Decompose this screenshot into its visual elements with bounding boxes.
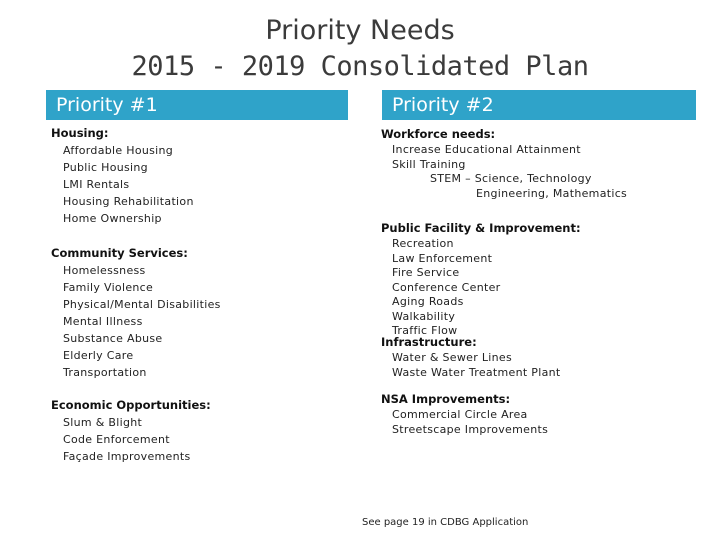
list-item: Façade Improvements: [63, 450, 191, 463]
list-item: Physical/Mental Disabilities: [63, 298, 221, 311]
list-item: Increase Educational Attainment: [392, 143, 581, 156]
list-item: Slum & Blight: [63, 416, 143, 429]
page-title-line-2: 2015 - 2019 Consolidated Plan: [131, 51, 589, 82]
workforce-section: [381, 126, 701, 201]
public-facility-section: [381, 220, 701, 339]
list-item: Conference Center: [392, 280, 501, 294]
list-item: Home Ownership: [63, 212, 162, 225]
list-item: Housing Rehabilitation: [63, 195, 194, 208]
list-item: Code Enforcement: [63, 433, 170, 446]
footer-note: See page 19 in CDBG Application: [362, 517, 529, 528]
list-item: Public Housing: [63, 161, 148, 174]
page-title-line-1: Priority Needs: [265, 15, 455, 46]
list-item: Transportation: [63, 366, 147, 379]
section-heading: Public Facility & Improvement:: [381, 221, 581, 235]
section-heading: Community Services:: [51, 246, 188, 260]
infrastructure-section: [381, 334, 701, 380]
list-item: Substance Abuse: [63, 332, 163, 345]
section-heading: Economic Opportunities:: [51, 398, 211, 412]
section-heading: NSA Improvements:: [381, 392, 511, 406]
nsa-improvements-section: [381, 391, 701, 437]
section-heading: Housing:: [51, 126, 109, 140]
list-item: STEM – Science, Technology: [430, 172, 592, 185]
list-item: Law Enforcement: [392, 251, 493, 265]
section-heading: Workforce needs:: [381, 127, 496, 141]
list-item: Streetscape Improvements: [392, 422, 549, 436]
priority-1-header: Priority #1: [46, 90, 348, 120]
list-item: Engineering, Mathematics: [476, 186, 628, 200]
list-item: Aging Roads: [392, 295, 464, 308]
housing-section: [51, 125, 351, 227]
economic-opportunities-section: [51, 397, 351, 465]
list-item: Waste Water Treatment Plant: [392, 365, 561, 379]
section-heading: Infrastructure:: [381, 335, 477, 349]
list-item: Fire Service: [392, 266, 460, 279]
community-services-section: [51, 245, 351, 381]
list-item: Commercial Circle Area: [392, 408, 528, 421]
priority-2-header: Priority #2: [382, 90, 696, 120]
list-item: Family Violence: [63, 281, 154, 294]
list-item: Elderly Care: [63, 349, 134, 362]
list-item: Homelessness: [63, 264, 146, 277]
list-item: Mental Illness: [63, 315, 143, 328]
list-item: Water & Sewer Lines: [392, 351, 512, 364]
list-item: Recreation: [392, 237, 454, 250]
list-item: Skill Training: [392, 157, 466, 171]
list-item: LMI Rentals: [63, 178, 130, 191]
list-item: Affordable Housing: [63, 144, 174, 157]
list-item: Traffic Flow: [392, 324, 458, 337]
list-item: Walkability: [392, 309, 456, 323]
